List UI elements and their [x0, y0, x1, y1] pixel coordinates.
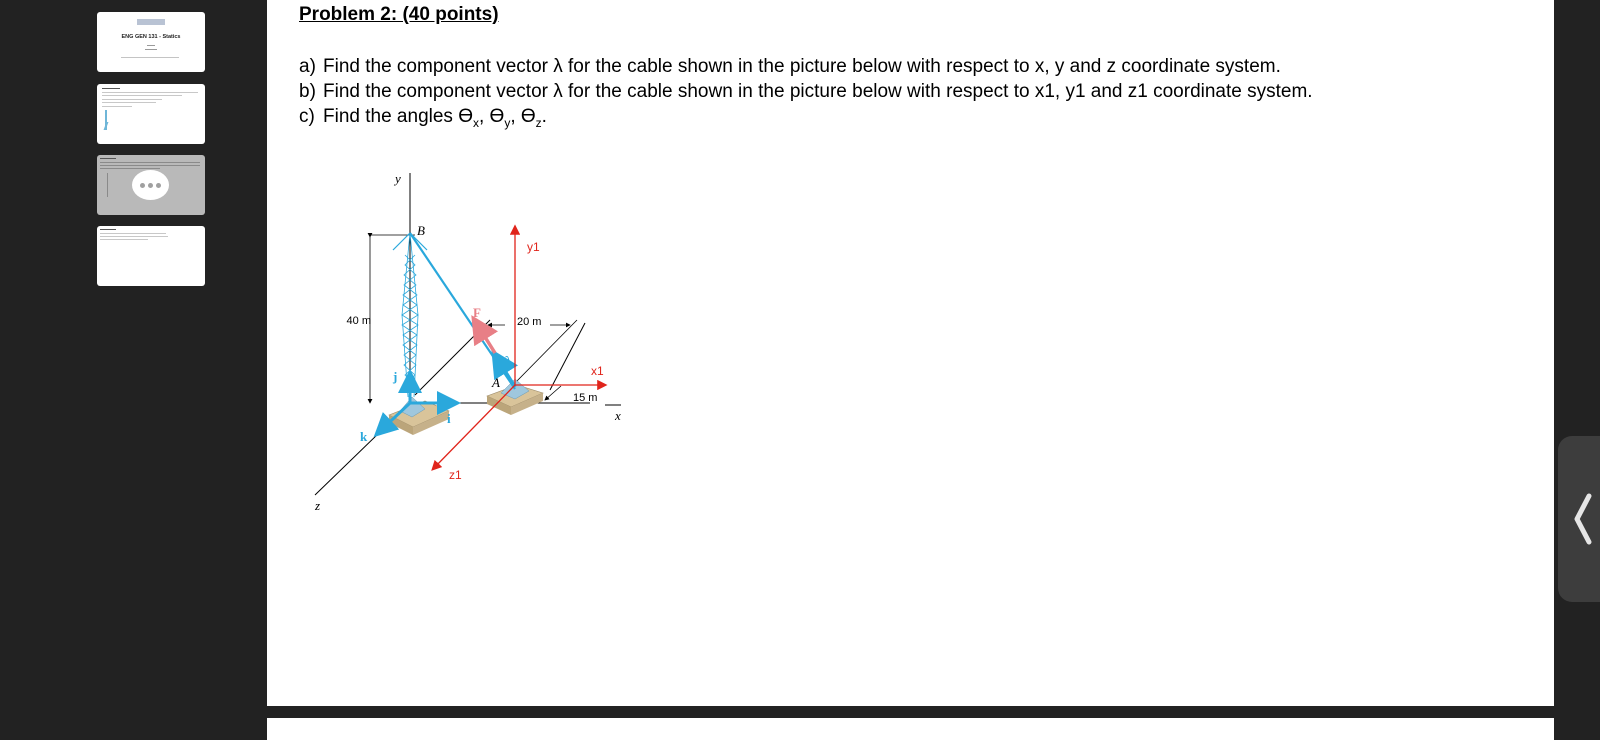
- label-i: i: [447, 411, 451, 426]
- label-x1: x1: [591, 364, 604, 378]
- label-F: F: [473, 305, 481, 320]
- label-y: y: [395, 171, 401, 186]
- problem-title: Problem 2: (40 points): [299, 4, 499, 25]
- question-text: Find the angles ϴ: [323, 106, 473, 127]
- question-b: [299, 81, 1313, 103]
- label-y1: y1: [527, 240, 540, 254]
- more-options-button[interactable]: [132, 170, 169, 200]
- question-label: c): [299, 106, 315, 127]
- label-z: z: [315, 498, 321, 513]
- slide-thumbnail-2[interactable]: [97, 84, 205, 144]
- label-z1: z1: [449, 468, 462, 482]
- question-text: Find the component vector λ for the cable shown in the picture below with respect to x1, y1 and z1 coordinate system.: [323, 81, 1313, 102]
- cable: [410, 233, 515, 389]
- question-c: c) Find the angles $ϴ_x$, $ϴ_y$, $ϴ_z$.: [299, 106, 547, 130]
- slide-thumbnail-1[interactable]: [97, 12, 205, 72]
- z1-axis: [433, 385, 515, 469]
- dimension-40m: 40 m: [346, 315, 371, 327]
- question-label: a): [299, 56, 316, 77]
- label-B: B: [417, 223, 425, 238]
- label-lambda: λ: [505, 353, 512, 368]
- question-a: [299, 56, 1281, 78]
- label-x: x: [615, 408, 621, 423]
- next-slide-edge: [267, 718, 1554, 740]
- dimension-15m: 15 m: [573, 392, 598, 404]
- slide-thumbnail-4[interactable]: [97, 226, 205, 286]
- label-A: A: [492, 375, 500, 390]
- label-j: j: [393, 369, 398, 384]
- slide-thumbnail-3[interactable]: [97, 155, 205, 215]
- statics-figure: [305, 165, 625, 520]
- question-label: b): [299, 81, 316, 102]
- panel-toggle-button[interactable]: [1558, 436, 1600, 602]
- more-horizontal-icon: [140, 183, 145, 188]
- label-k: k: [360, 429, 368, 444]
- chevron-left-icon: [1572, 493, 1594, 545]
- question-text: Find the component vector λ for the cable shown in the picture below with respect to x, y and z coordinate system.: [323, 56, 1281, 77]
- dimension-20m: 20 m: [517, 316, 542, 328]
- thumbnail-title: ENG GEN 131 - Statics: [121, 34, 181, 40]
- slide-canvas: [267, 0, 1554, 706]
- force-vector: [475, 321, 495, 353]
- university-logo-icon: [137, 19, 165, 25]
